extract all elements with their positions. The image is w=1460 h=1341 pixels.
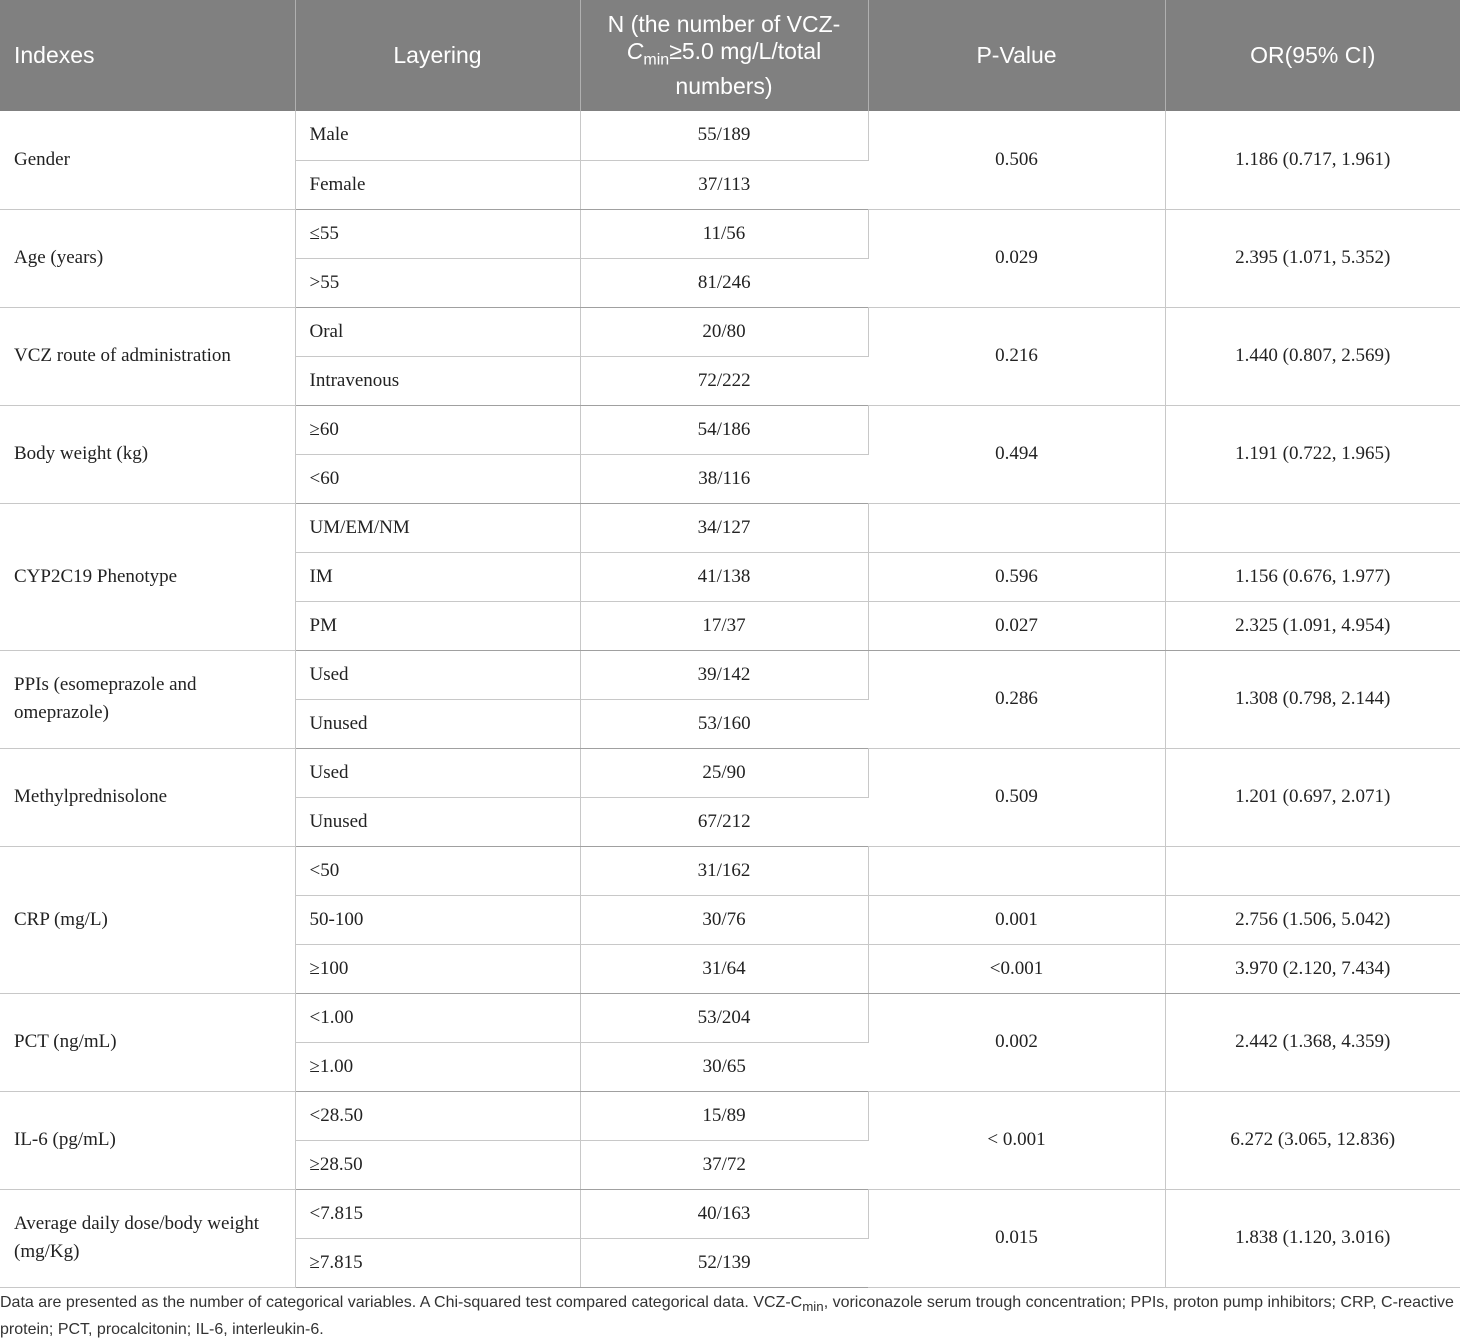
n-cell: 34/127 <box>580 503 868 552</box>
layering-cell: <1.00 <box>295 993 580 1042</box>
footnote-part1: Data are presented as the number of categorical variables. A Chi-squared test compared categorical data. VCZ-C <box>0 1294 803 1311</box>
p-value-cell: <0.001 <box>868 944 1165 993</box>
n-cell: 25/90 <box>580 748 868 797</box>
table-row <box>0 503 1460 552</box>
layering-cell: Intravenous <box>295 356 580 405</box>
p-value-cell: 0.002 <box>868 993 1165 1091</box>
layering-cell: ≥1.00 <box>295 1042 580 1091</box>
header-p-value: P-Value <box>868 0 1165 111</box>
p-value-cell <box>868 503 1165 552</box>
n-cell: 54/186 <box>580 405 868 454</box>
n-cell: 41/138 <box>580 552 868 601</box>
or-ci-cell: 2.325 (1.091, 4.954) <box>1165 601 1460 650</box>
layering-cell: <28.50 <box>295 1091 580 1140</box>
layering-cell: ≥7.815 <box>295 1238 580 1287</box>
layering-cell: ≤55 <box>295 209 580 258</box>
or-ci-cell: 1.201 (0.697, 2.071) <box>1165 748 1460 846</box>
or-ci-cell: 2.395 (1.071, 5.352) <box>1165 209 1460 307</box>
table-footnote <box>0 1291 1460 1341</box>
p-value-cell: < 0.001 <box>868 1091 1165 1189</box>
or-ci-cell: 1.440 (0.807, 2.569) <box>1165 307 1460 405</box>
or-ci-cell: 1.156 (0.676, 1.977) <box>1165 552 1460 601</box>
or-ci-cell: 2.756 (1.506, 5.042) <box>1165 895 1460 944</box>
layering-cell: <7.815 <box>295 1189 580 1238</box>
header-n-c: C <box>626 37 644 64</box>
index-cell: CYP2C19 Phenotype <box>0 503 295 650</box>
n-cell: 31/162 <box>580 846 868 895</box>
layering-cell: ≥28.50 <box>295 1140 580 1189</box>
header-layering: Layering <box>295 0 580 111</box>
n-cell: 53/204 <box>580 993 868 1042</box>
table-row <box>0 846 1460 895</box>
index-cell: PCT (ng/mL) <box>0 993 295 1091</box>
table-row <box>0 111 1460 160</box>
layering-cell: ≥60 <box>295 405 580 454</box>
or-ci-cell: 3.970 (2.120, 7.434) <box>1165 944 1460 993</box>
layering-cell: IM <box>295 552 580 601</box>
or-ci-cell: 1.308 (0.798, 2.144) <box>1165 650 1460 748</box>
index-cell: Body weight (kg) <box>0 405 295 503</box>
layering-cell: Male <box>295 111 580 160</box>
layering-cell: UM/EM/NM <box>295 503 580 552</box>
p-value-cell <box>868 846 1165 895</box>
or-ci-cell: 1.838 (1.120, 3.016) <box>1165 1189 1460 1287</box>
table-body <box>0 111 1460 1287</box>
p-value-cell: 0.029 <box>868 209 1165 307</box>
n-cell: 81/246 <box>580 258 868 307</box>
table-row <box>0 209 1460 258</box>
n-cell: 67/212 <box>580 797 868 846</box>
or-ci-cell <box>1165 846 1460 895</box>
layering-cell: PM <box>295 601 580 650</box>
n-cell: 38/116 <box>580 454 868 503</box>
layering-cell: ≥100 <box>295 944 580 993</box>
n-cell: 53/160 <box>580 699 868 748</box>
header-n-line2: ≥5.0 mg/L/total <box>669 37 822 64</box>
p-value-cell: 0.015 <box>868 1189 1165 1287</box>
n-cell: 30/76 <box>580 895 868 944</box>
layering-cell: 50-100 <box>295 895 580 944</box>
n-cell: 17/37 <box>580 601 868 650</box>
n-cell: 30/65 <box>580 1042 868 1091</box>
p-value-cell: 0.494 <box>868 405 1165 503</box>
n-cell: 39/142 <box>580 650 868 699</box>
p-value-cell: 0.506 <box>868 111 1165 209</box>
table-row <box>0 1189 1460 1238</box>
index-cell: Gender <box>0 111 295 209</box>
table-row <box>0 650 1460 699</box>
footnote-part2: , voriconazole serum trough concentration; PPIs, proton pump inhibitors; CRP, C-reactive protein; PCT, procalcitonin; IL-6, interleukin-6. <box>0 1294 1454 1339</box>
or-ci-cell: 6.272 (3.065, 12.836) <box>1165 1091 1460 1189</box>
index-cell: PPIs (esomeprazole and omeprazole) <box>0 650 295 748</box>
header-n-line1: N (the number of VCZ- <box>607 10 841 37</box>
p-value-cell: 0.286 <box>868 650 1165 748</box>
n-cell: 20/80 <box>580 307 868 356</box>
or-ci-cell <box>1165 503 1460 552</box>
index-cell: VCZ route of administration <box>0 307 295 405</box>
header-n-line3: numbers) <box>675 73 773 100</box>
p-value-cell: 0.509 <box>868 748 1165 846</box>
n-cell: 37/72 <box>580 1140 868 1189</box>
layering-cell: Female <box>295 160 580 209</box>
n-cell: 31/64 <box>580 944 868 993</box>
layering-cell: Used <box>295 748 580 797</box>
n-cell: 15/89 <box>580 1091 868 1140</box>
layering-cell: Oral <box>295 307 580 356</box>
index-cell: CRP (mg/L) <box>0 846 295 993</box>
layering-cell: <60 <box>295 454 580 503</box>
index-cell: IL-6 (pg/mL) <box>0 1091 295 1189</box>
footnote-sub: min <box>802 1299 824 1315</box>
index-cell: Methylprednisolone <box>0 748 295 846</box>
n-cell: 40/163 <box>580 1189 868 1238</box>
header-indexes: Indexes <box>0 0 295 111</box>
header-n-sub: min <box>643 51 670 69</box>
n-cell: 72/222 <box>580 356 868 405</box>
p-value-cell: 0.001 <box>868 895 1165 944</box>
table-row <box>0 1091 1460 1140</box>
n-cell: 37/113 <box>580 160 868 209</box>
layering-cell: Unused <box>295 797 580 846</box>
or-ci-cell: 2.442 (1.368, 4.359) <box>1165 993 1460 1091</box>
table-row <box>0 405 1460 454</box>
table-row <box>0 748 1460 797</box>
or-ci-cell: 1.186 (0.717, 1.961) <box>1165 111 1460 209</box>
layering-cell: <50 <box>295 846 580 895</box>
n-cell: 55/189 <box>580 111 868 160</box>
table-row <box>0 993 1460 1042</box>
table-row <box>0 307 1460 356</box>
layering-cell: Unused <box>295 699 580 748</box>
p-value-cell: 0.596 <box>868 552 1165 601</box>
header-row <box>0 0 1460 111</box>
or-ci-cell: 1.191 (0.722, 1.965) <box>1165 405 1460 503</box>
n-cell: 52/139 <box>580 1238 868 1287</box>
p-value-cell: 0.216 <box>868 307 1165 405</box>
n-cell: 11/56 <box>580 209 868 258</box>
index-cell: Average daily dose/body weight (mg/Kg) <box>0 1189 295 1287</box>
layering-cell: >55 <box>295 258 580 307</box>
header-or-ci: OR(95% CI) <box>1165 0 1460 111</box>
p-value-cell: 0.027 <box>868 601 1165 650</box>
index-cell: Age (years) <box>0 209 295 307</box>
header-n <box>580 0 868 111</box>
layering-cell: Used <box>295 650 580 699</box>
